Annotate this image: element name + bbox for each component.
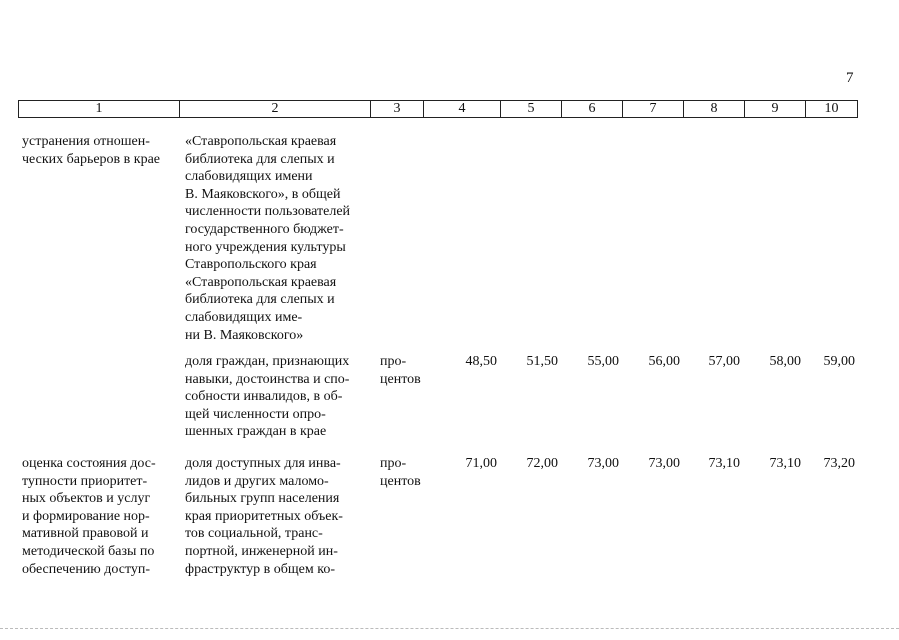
row-3-col3-cell: про- центов [380, 456, 421, 489]
row-3-value-10: 73,20 [823, 456, 855, 471]
row-3-value-8: 73,10 [708, 456, 740, 471]
row-2-value-9: 58,00 [769, 354, 801, 369]
table-header-row [18, 100, 858, 118]
row-2-value-5: 51,50 [526, 354, 558, 369]
column-header-7: 7 [623, 101, 684, 118]
column-header-5: 5 [501, 101, 562, 118]
row-2-col2-cell: доля граждан, признающих навыки, достоинства и спо- собности инвалидов, в об- щей численности опро- шенных граждан в крае [185, 354, 350, 440]
row-3-value-7: 73,00 [648, 456, 680, 471]
column-header-6: 6 [562, 101, 623, 118]
row-1-col2-cell: «Ставропольская краевая библиотека для слепых и слабовидящих имени В. Маяковского», в общей численности пользователей государственного бюджет- ного учреждения культуры Ставропольского края «Ставропольская краевая библиотека для слепых и слабовидящих име- ни В. Маяковского» [185, 134, 351, 343]
row-2-value-6: 55,00 [587, 354, 619, 369]
column-header-9: 9 [745, 101, 806, 118]
row-2-col3-cell: про- центов [380, 354, 421, 387]
column-header-10: 10 [806, 101, 858, 118]
column-header-3: 3 [371, 101, 424, 118]
row-1-col1-cell: устранения отношен- ческих барьеров в крае [22, 134, 160, 167]
row-2-value-8: 57,00 [708, 354, 740, 369]
row-2-value-10: 59,00 [823, 354, 855, 369]
row-3-value-4: 71,00 [465, 456, 497, 471]
page-number: 7 [846, 70, 854, 86]
column-header-8: 8 [684, 101, 745, 118]
column-header-4: 4 [424, 101, 501, 118]
row-3-col1-cell: оценка состояния дос- тупности приоритет- ных объектов и услуг и формирование нор- мативной правовой и методической базы по обеспечению доступ- [22, 456, 156, 577]
row-3-col2-cell: доля доступных для инва- лидов и других маломо- бильных групп населения края приоритетных объек- тов социальной, транс- портной, инженерной ин- фраструктур в общем ко- [185, 456, 343, 577]
column-header-1: 1 [19, 101, 180, 118]
row-2-value-4: 48,50 [465, 354, 497, 369]
row-3-value-5: 72,00 [526, 456, 558, 471]
page-bottom-edge [0, 628, 899, 630]
row-2-value-7: 56,00 [648, 354, 680, 369]
column-header-2: 2 [180, 101, 371, 118]
row-3-value-6: 73,00 [587, 456, 619, 471]
row-3-value-9: 73,10 [769, 456, 801, 471]
